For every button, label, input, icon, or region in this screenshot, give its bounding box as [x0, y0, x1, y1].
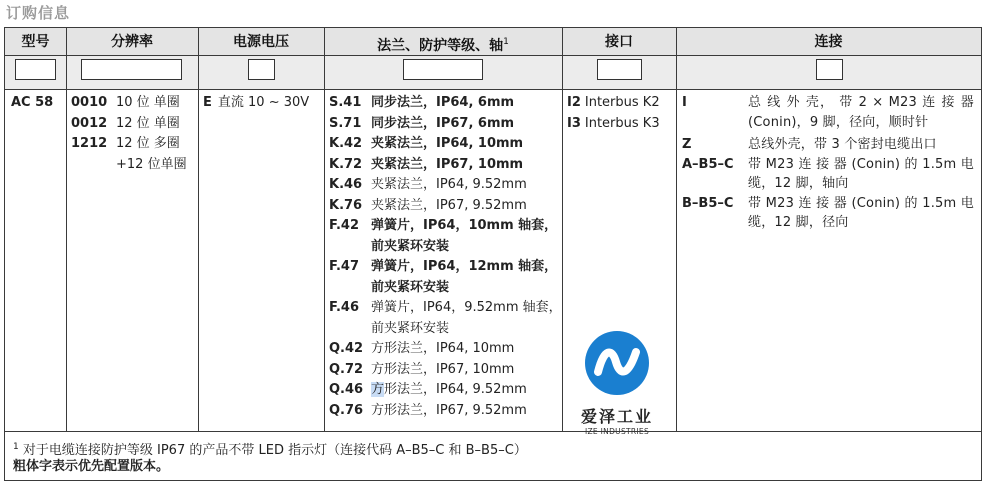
header-interface: 接口: [605, 34, 633, 50]
flange-code: K.76: [329, 197, 363, 213]
resolution-item: [71, 134, 187, 155]
connection-code: I: [682, 95, 687, 110]
resolution-code: 0012: [71, 115, 108, 131]
flange-item: [329, 114, 562, 135]
resolution-text: 12 位 单圈: [116, 115, 180, 131]
connection-item: [682, 93, 974, 132]
flange-text: 弹簧片，IP64，10mm 轴套，: [371, 218, 558, 233]
flange-item: [329, 175, 562, 196]
connection-item: [682, 135, 974, 155]
resolution-text: +12 位单圈: [116, 156, 187, 172]
flange-code: S.71: [329, 115, 362, 131]
voltage-code: E: [203, 95, 212, 110]
connection-list: [682, 93, 974, 233]
logo-circle-icon: [578, 328, 656, 398]
flange-text: 前夹紧环安装: [371, 320, 450, 336]
interface-item: [567, 93, 660, 114]
voltage-input[interactable]: [248, 59, 275, 80]
flange-text: 方形法兰，IP67, 9.52mm: [371, 402, 527, 418]
flange-item: [329, 380, 562, 401]
connection-code: Z: [682, 137, 692, 152]
flange-code: F.47: [329, 259, 359, 274]
interface-input[interactable]: [597, 59, 642, 80]
voltage-value: [203, 93, 309, 114]
logo-text: 爱泽工业: [580, 407, 653, 426]
resolution-input[interactable]: [81, 59, 182, 80]
model-input[interactable]: [15, 59, 56, 80]
logo-subtext: IZE INDUSTRIES: [584, 427, 650, 436]
connection-text: 总 线 外 壳， 带 2 × M23 连 接 器 (Conin)，9 脚，径向，顺时针: [748, 95, 974, 130]
brand-logo: [578, 328, 656, 436]
flange-item: [329, 196, 562, 217]
resolution-item: [71, 114, 187, 135]
flange-item: [329, 401, 562, 422]
flange-list: [329, 93, 562, 421]
interface-code: I3: [567, 115, 581, 131]
header-resolution: 分辨率: [111, 34, 153, 50]
table-header-row: [5, 28, 981, 56]
connection-text: 带 M23 连 接 器 (Conin) 的 1.5m 电 缆，12 脚，径向: [748, 195, 974, 230]
header-model: 型号: [21, 34, 50, 50]
flange-item: [329, 339, 562, 360]
connection-code: A–B5–C: [682, 156, 734, 172]
flange-input[interactable]: [403, 59, 483, 80]
model-value: AC 58: [11, 95, 54, 110]
resolution-text: 10 位 单圈: [116, 95, 180, 110]
flange-code: F.46: [329, 300, 359, 315]
resolution-code: 0010: [71, 95, 108, 110]
flange-text: 夹紧法兰，IP64, 10mm: [371, 136, 524, 151]
flange-code: F.42: [329, 218, 359, 233]
connection-code: B–B5–C: [682, 195, 734, 211]
flange-item: [329, 93, 562, 114]
header-connection: 连接: [814, 34, 843, 50]
interface-list: [567, 93, 660, 134]
header-voltage: 电源电压: [233, 34, 289, 50]
footnote-mark: 1: [13, 442, 19, 452]
header-flange-label: 法兰、防护等级、轴: [377, 38, 504, 54]
column-divider: [198, 28, 199, 432]
preferred-note: 粗体字表示优先配置版本。: [13, 459, 170, 474]
column-divider: [562, 28, 563, 432]
header-flange-footnote-mark: 1: [503, 37, 509, 47]
order-table: [4, 27, 982, 481]
flange-code: K.42: [329, 136, 363, 151]
resolution-item: [71, 93, 187, 114]
column-divider: [66, 28, 67, 432]
column-divider: [324, 28, 325, 432]
connection-item: [682, 194, 974, 233]
flange-text: 夹紧法兰，IP67, 10mm: [371, 156, 524, 172]
resolution-text: 12 位 多圈: [116, 136, 180, 151]
flange-text: 方形法兰，IP67, 10mm: [371, 361, 515, 377]
flange-item: [329, 134, 562, 155]
resolution-item: [71, 155, 187, 176]
interface-code: I2: [567, 95, 581, 110]
connection-text: 总线外壳，带 3 个密封电缆出口: [748, 137, 937, 152]
flange-code: Q.72: [329, 361, 364, 377]
flange-item: [329, 155, 562, 176]
flange-text: 同步法兰，IP64, 6mm: [371, 95, 515, 110]
resolution-list: [71, 93, 187, 175]
connection-input[interactable]: [816, 59, 843, 80]
flange-text: 方形法兰，IP64, 10mm: [371, 341, 515, 356]
flange-code: K.72: [329, 156, 363, 172]
flange-item: [329, 237, 562, 258]
flange-text: 前夹紧环安装: [371, 238, 450, 254]
interface-text: Interbus K2: [584, 95, 660, 110]
flange-text: 夹紧法兰，IP67, 9.52mm: [371, 197, 527, 213]
flange-code: S.41: [329, 95, 362, 110]
flange-code: Q.42: [329, 341, 364, 356]
flange-item: [329, 319, 562, 340]
flange-code: Q.46: [329, 382, 364, 397]
connection-text: 带 M23 连 接 器 (Conin) 的 1.5m 电 缆，12 脚，轴向: [748, 156, 974, 191]
flange-text: 同步法兰，IP67, 6mm: [371, 115, 515, 131]
flange-item: [329, 360, 562, 381]
flange-item: [329, 298, 562, 319]
flange-item: [329, 278, 562, 299]
text-selection-highlight: 方: [371, 382, 385, 397]
flange-item: [329, 257, 562, 278]
flange-text: 夹紧法兰，IP64, 9.52mm: [371, 177, 527, 192]
resolution-code: 1212: [71, 136, 108, 151]
selection-input-row: [5, 56, 981, 90]
footnote-text: 对于电缆连接防护等级 IP67 的产品不带 LED 指示灯（连接代码 A–B5–C 和 B–B5–C）: [22, 443, 527, 458]
connection-item: [682, 155, 974, 194]
flange-item: [329, 216, 562, 237]
interface-item: [567, 114, 660, 135]
flange-code: K.46: [329, 177, 363, 192]
interface-text: Interbus K3: [584, 115, 660, 131]
column-divider: [676, 28, 677, 432]
flange-text: 形法兰，IP64, 9.52mm: [384, 382, 527, 397]
flange-text: 前夹紧环安装: [371, 279, 450, 295]
voltage-text: 直流 10 ~ 30V: [217, 95, 310, 110]
flange-code: Q.76: [329, 402, 364, 418]
flange-text: 弹簧片，IP64，12mm 轴套，: [371, 259, 558, 274]
header-flange: [324, 28, 562, 56]
flange-text: 弹簧片，IP64，9.52mm 轴套，: [371, 300, 562, 315]
page-title: 订购信息: [6, 4, 71, 22]
